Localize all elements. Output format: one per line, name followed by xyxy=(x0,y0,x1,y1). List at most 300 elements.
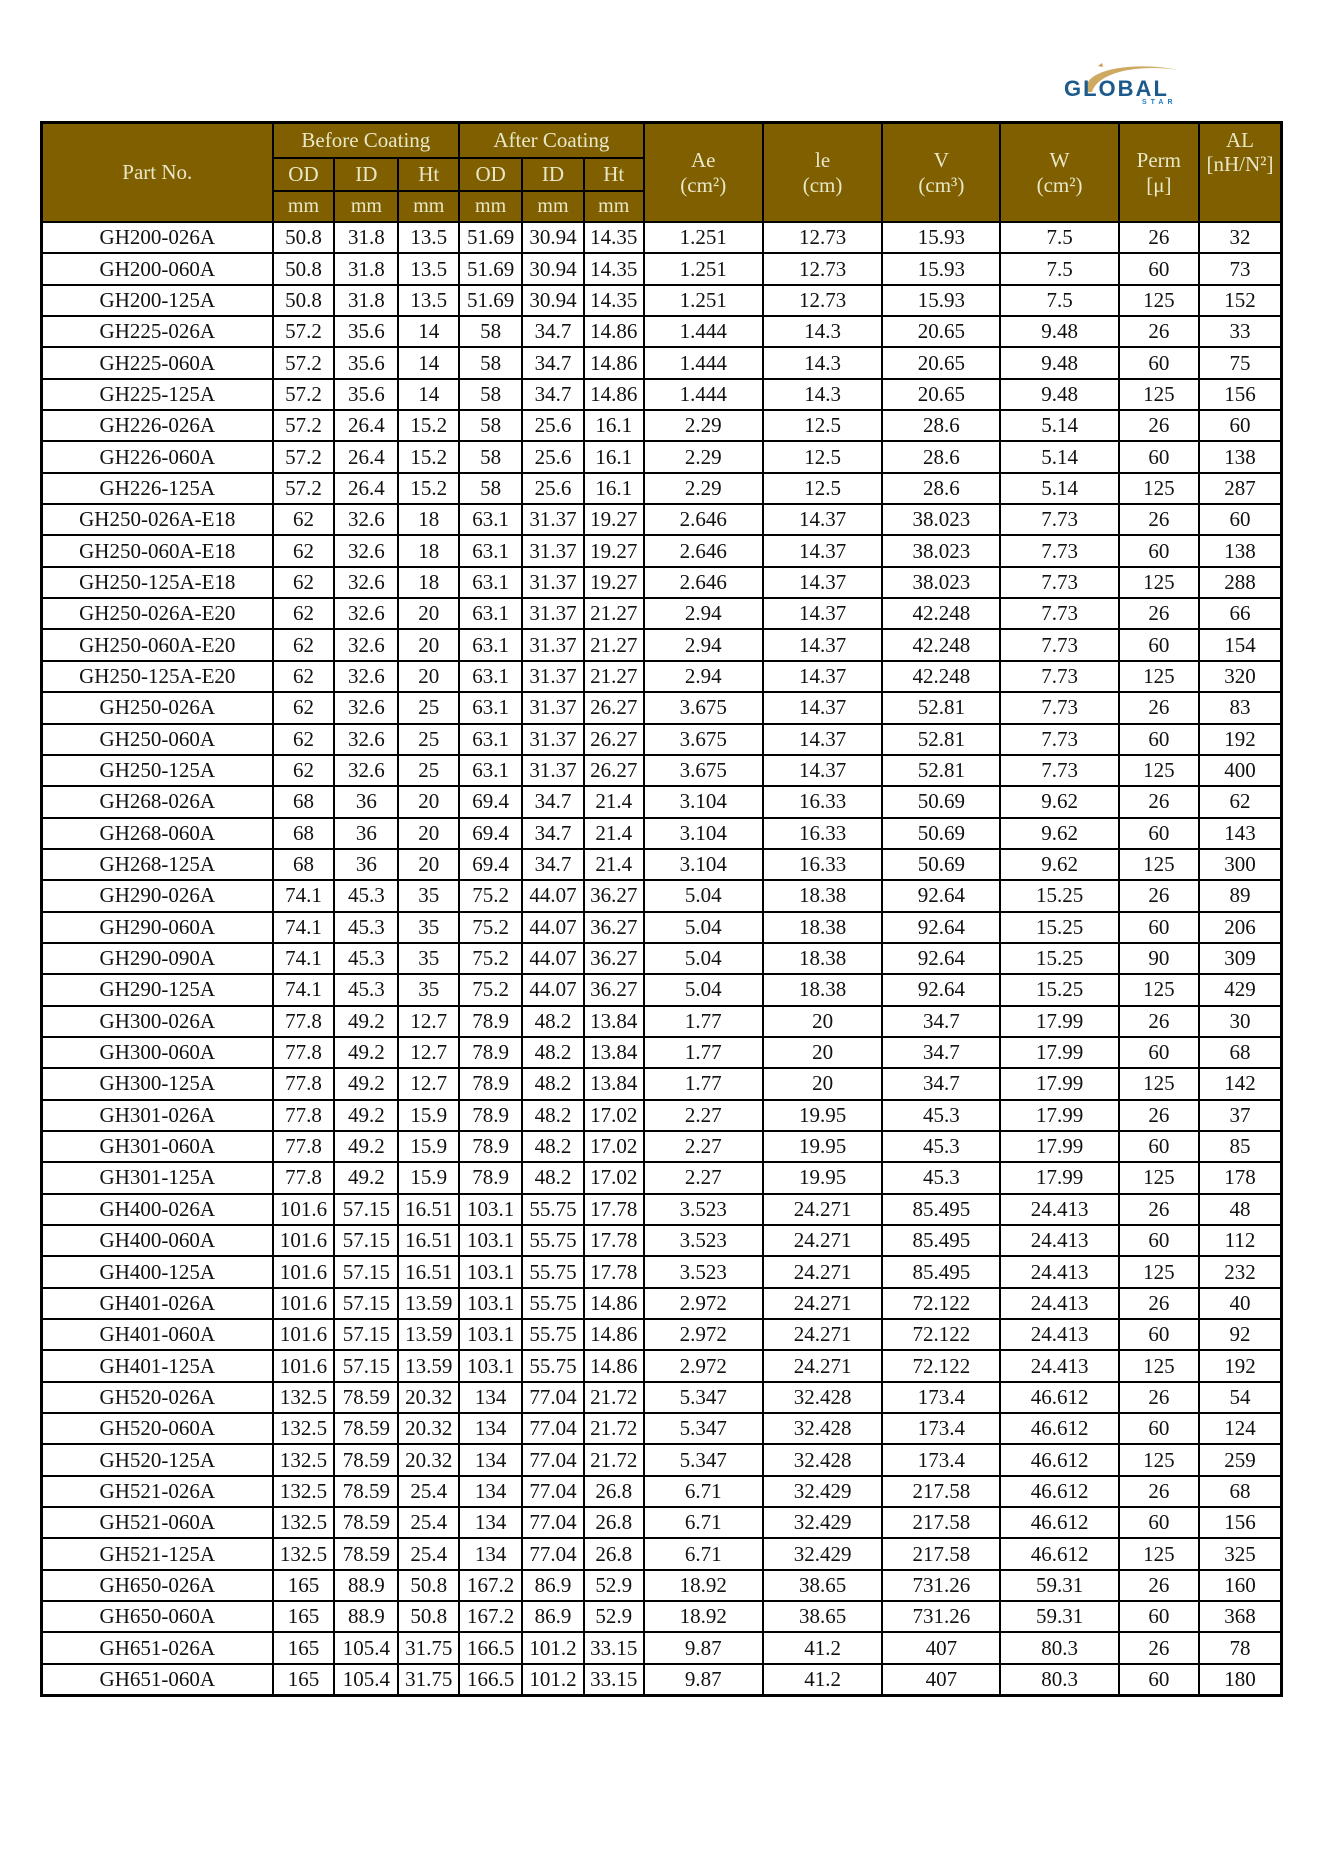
cell-before-ht: 20 xyxy=(398,661,459,692)
cell-perm: 125 xyxy=(1119,1350,1199,1381)
cell-al: 232 xyxy=(1199,1256,1282,1287)
cell-after-od: 69.4 xyxy=(459,849,522,880)
cell-after-ht: 21.72 xyxy=(584,1444,644,1475)
cell-ae: 1.251 xyxy=(644,285,763,316)
cell-w: 24.413 xyxy=(1000,1194,1118,1225)
cell-before-ht: 18 xyxy=(398,535,459,566)
cell-part-no: GH200-026A xyxy=(42,222,273,253)
table-row xyxy=(42,1068,1282,1099)
cell-w: 5.14 xyxy=(1000,441,1118,472)
cell-perm: 60 xyxy=(1119,1507,1199,1538)
cell-after-od: 134 xyxy=(459,1476,522,1507)
cell-before-id: 45.3 xyxy=(334,912,398,943)
table-header xyxy=(42,123,1282,223)
table-row xyxy=(42,410,1282,441)
cell-after-id: 31.37 xyxy=(522,598,584,629)
cell-after-od: 63.1 xyxy=(459,535,522,566)
cell-after-id: 77.04 xyxy=(522,1538,584,1569)
cell-ae: 5.04 xyxy=(644,974,763,1005)
cell-ae: 1.77 xyxy=(644,1006,763,1037)
cell-perm: 26 xyxy=(1119,692,1199,723)
cell-al: 160 xyxy=(1199,1570,1282,1601)
cell-ae: 2.972 xyxy=(644,1288,763,1319)
cell-after-id: 34.7 xyxy=(522,379,584,410)
cell-before-ht: 18 xyxy=(398,567,459,598)
cell-after-id: 34.7 xyxy=(522,849,584,880)
cell-after-od: 58 xyxy=(459,379,522,410)
cell-before-id: 32.6 xyxy=(334,755,398,786)
cell-after-ht: 26.27 xyxy=(584,724,644,755)
cell-after-ht: 16.1 xyxy=(584,441,644,472)
cell-ae: 3.104 xyxy=(644,849,763,880)
cell-before-ht: 13.5 xyxy=(398,253,459,284)
cell-after-ht: 17.78 xyxy=(584,1225,644,1256)
cell-w: 7.73 xyxy=(1000,629,1118,660)
table-row xyxy=(42,1507,1282,1538)
cell-perm: 60 xyxy=(1119,1131,1199,1162)
cell-before-ht: 20 xyxy=(398,786,459,817)
table-row xyxy=(42,1444,1282,1475)
cell-after-id: 48.2 xyxy=(522,1162,584,1193)
cell-ae: 3.523 xyxy=(644,1194,763,1225)
cell-before-od: 77.8 xyxy=(273,1131,335,1162)
cell-perm: 60 xyxy=(1119,724,1199,755)
cell-before-od: 101.6 xyxy=(273,1288,335,1319)
cell-after-id: 48.2 xyxy=(522,1131,584,1162)
cell-part-no: GH401-060A xyxy=(42,1319,273,1350)
cell-al: 138 xyxy=(1199,441,1282,472)
cell-after-ht: 52.9 xyxy=(584,1570,644,1601)
table-row xyxy=(42,786,1282,817)
cell-al: 62 xyxy=(1199,786,1282,817)
cell-ae: 18.92 xyxy=(644,1570,763,1601)
cell-after-ht: 21.4 xyxy=(584,849,644,880)
cell-after-id: 48.2 xyxy=(522,1037,584,1068)
cell-perm: 26 xyxy=(1119,1194,1199,1225)
cell-ae: 1.444 xyxy=(644,316,763,347)
cell-w: 59.31 xyxy=(1000,1570,1118,1601)
cell-v: 173.4 xyxy=(882,1382,1000,1413)
cell-before-od: 74.1 xyxy=(273,880,335,911)
cell-before-ht: 13.59 xyxy=(398,1350,459,1381)
cell-ae: 5.347 xyxy=(644,1382,763,1413)
cell-le: 32.429 xyxy=(763,1507,882,1538)
cell-after-id: 31.37 xyxy=(522,504,584,535)
table-row xyxy=(42,1319,1282,1350)
cell-after-id: 31.37 xyxy=(522,535,584,566)
cell-ae: 6.71 xyxy=(644,1538,763,1569)
cell-after-id: 55.75 xyxy=(522,1194,584,1225)
cell-ae: 2.29 xyxy=(644,410,763,441)
cell-before-od: 77.8 xyxy=(273,1037,335,1068)
cell-part-no: GH401-125A xyxy=(42,1350,273,1381)
table-row xyxy=(42,974,1282,1005)
cell-before-id: 57.15 xyxy=(334,1319,398,1350)
cell-le: 38.65 xyxy=(763,1601,882,1632)
cell-le: 16.33 xyxy=(763,786,882,817)
cell-v: 38.023 xyxy=(882,567,1000,598)
table-row xyxy=(42,1382,1282,1413)
cell-after-ht: 21.4 xyxy=(584,786,644,817)
cell-part-no: GH400-060A xyxy=(42,1225,273,1256)
cell-before-od: 57.2 xyxy=(273,316,335,347)
table-row xyxy=(42,1100,1282,1131)
cell-after-ht: 17.02 xyxy=(584,1162,644,1193)
cell-v: 34.7 xyxy=(882,1037,1000,1068)
cell-part-no: GH300-125A xyxy=(42,1068,273,1099)
cell-after-od: 69.4 xyxy=(459,818,522,849)
cell-v: 217.58 xyxy=(882,1507,1000,1538)
cell-before-od: 101.6 xyxy=(273,1319,335,1350)
cell-before-od: 57.2 xyxy=(273,473,335,504)
cell-le: 14.37 xyxy=(763,598,882,629)
cell-part-no: GH651-026A xyxy=(42,1632,273,1663)
cell-after-od: 51.69 xyxy=(459,285,522,316)
cell-al: 325 xyxy=(1199,1538,1282,1569)
cell-le: 14.3 xyxy=(763,347,882,378)
cell-after-od: 63.1 xyxy=(459,755,522,786)
cell-before-od: 165 xyxy=(273,1632,335,1663)
cell-before-id: 78.59 xyxy=(334,1476,398,1507)
cell-after-od: 63.1 xyxy=(459,567,522,598)
cell-part-no: GH650-026A xyxy=(42,1570,273,1601)
cell-le: 14.37 xyxy=(763,629,882,660)
header-after-ht: Ht xyxy=(584,158,644,191)
cell-al: 142 xyxy=(1199,1068,1282,1099)
cell-al: 300 xyxy=(1199,849,1282,880)
cell-before-ht: 15.2 xyxy=(398,473,459,504)
cell-al: 92 xyxy=(1199,1319,1282,1350)
cell-before-od: 101.6 xyxy=(273,1256,335,1287)
cell-after-ht: 21.27 xyxy=(584,661,644,692)
cell-after-ht: 14.86 xyxy=(584,1350,644,1381)
cell-w: 7.73 xyxy=(1000,567,1118,598)
cell-after-id: 77.04 xyxy=(522,1476,584,1507)
cell-perm: 125 xyxy=(1119,473,1199,504)
cell-perm: 26 xyxy=(1119,1006,1199,1037)
cell-part-no: GH250-060A xyxy=(42,724,273,755)
cell-before-od: 62 xyxy=(273,661,335,692)
cell-before-id: 57.15 xyxy=(334,1194,398,1225)
cell-before-ht: 20.32 xyxy=(398,1444,459,1475)
cell-after-id: 55.75 xyxy=(522,1256,584,1287)
cell-after-od: 103.1 xyxy=(459,1319,522,1350)
cell-w: 17.99 xyxy=(1000,1100,1118,1131)
cell-w: 5.14 xyxy=(1000,410,1118,441)
cell-le: 19.95 xyxy=(763,1162,882,1193)
cell-v: 217.58 xyxy=(882,1538,1000,1569)
cell-le: 12.5 xyxy=(763,441,882,472)
global-star-logo xyxy=(1058,62,1208,108)
cell-v: 42.248 xyxy=(882,629,1000,660)
cell-after-id: 25.6 xyxy=(522,441,584,472)
cell-before-od: 77.8 xyxy=(273,1006,335,1037)
cell-perm: 26 xyxy=(1119,598,1199,629)
cell-before-id: 35.6 xyxy=(334,379,398,410)
cell-before-od: 62 xyxy=(273,535,335,566)
cell-ae: 6.71 xyxy=(644,1507,763,1538)
cell-perm: 60 xyxy=(1119,253,1199,284)
table-row xyxy=(42,1601,1282,1632)
table-row xyxy=(42,347,1282,378)
cell-al: 400 xyxy=(1199,755,1282,786)
header-after-od: OD xyxy=(459,158,522,191)
header-part-no: Part No. xyxy=(42,123,273,223)
cell-perm: 60 xyxy=(1119,1413,1199,1444)
cell-part-no: GH521-125A xyxy=(42,1538,273,1569)
cell-le: 18.38 xyxy=(763,912,882,943)
cell-perm: 60 xyxy=(1119,629,1199,660)
cell-before-ht: 35 xyxy=(398,974,459,1005)
cell-v: 42.248 xyxy=(882,598,1000,629)
cell-al: 40 xyxy=(1199,1288,1282,1319)
cell-before-od: 57.2 xyxy=(273,379,335,410)
cell-w: 17.99 xyxy=(1000,1037,1118,1068)
cell-v: 45.3 xyxy=(882,1131,1000,1162)
cell-before-id: 35.6 xyxy=(334,347,398,378)
cell-ae: 3.523 xyxy=(644,1225,763,1256)
cell-perm: 125 xyxy=(1119,285,1199,316)
cell-w: 17.99 xyxy=(1000,1068,1118,1099)
cell-perm: 60 xyxy=(1119,818,1199,849)
cell-al: 206 xyxy=(1199,912,1282,943)
cell-before-id: 45.3 xyxy=(334,943,398,974)
cell-part-no: GH400-125A xyxy=(42,1256,273,1287)
cell-w: 17.99 xyxy=(1000,1162,1118,1193)
cell-perm: 60 xyxy=(1119,1601,1199,1632)
cell-v: 217.58 xyxy=(882,1476,1000,1507)
cell-after-od: 166.5 xyxy=(459,1664,522,1696)
cell-w: 46.612 xyxy=(1000,1507,1118,1538)
cell-v: 407 xyxy=(882,1632,1000,1663)
cell-perm: 60 xyxy=(1119,441,1199,472)
cell-al: 178 xyxy=(1199,1162,1282,1193)
cell-after-ht: 17.78 xyxy=(584,1194,644,1225)
cell-after-od: 78.9 xyxy=(459,1162,522,1193)
cell-after-ht: 14.35 xyxy=(584,253,644,284)
cell-after-id: 48.2 xyxy=(522,1100,584,1131)
cell-v: 28.6 xyxy=(882,410,1000,441)
cell-before-ht: 18 xyxy=(398,504,459,535)
cell-before-id: 26.4 xyxy=(334,473,398,504)
cell-before-ht: 12.7 xyxy=(398,1068,459,1099)
cell-after-id: 86.9 xyxy=(522,1601,584,1632)
cell-part-no: GH290-026A xyxy=(42,880,273,911)
cell-le: 12.73 xyxy=(763,222,882,253)
table-row xyxy=(42,598,1282,629)
cell-after-id: 31.37 xyxy=(522,755,584,786)
cell-le: 32.428 xyxy=(763,1413,882,1444)
cell-w: 17.99 xyxy=(1000,1131,1118,1162)
cell-w: 80.3 xyxy=(1000,1632,1118,1663)
cell-v: 15.93 xyxy=(882,222,1000,253)
cell-le: 24.271 xyxy=(763,1225,882,1256)
cell-after-od: 166.5 xyxy=(459,1632,522,1663)
cell-before-id: 57.15 xyxy=(334,1256,398,1287)
cell-part-no: GH226-026A xyxy=(42,410,273,441)
header-after-id: ID xyxy=(522,158,584,191)
cell-ae: 5.347 xyxy=(644,1413,763,1444)
cell-w: 15.25 xyxy=(1000,974,1118,1005)
cell-perm: 125 xyxy=(1119,849,1199,880)
cell-before-od: 68 xyxy=(273,786,335,817)
cell-perm: 60 xyxy=(1119,347,1199,378)
cell-part-no: GH301-125A xyxy=(42,1162,273,1193)
cell-v: 173.4 xyxy=(882,1444,1000,1475)
cell-le: 32.429 xyxy=(763,1538,882,1569)
cell-after-ht: 14.86 xyxy=(584,379,644,410)
cell-after-id: 77.04 xyxy=(522,1413,584,1444)
cell-al: 124 xyxy=(1199,1413,1282,1444)
cell-ae: 3.104 xyxy=(644,786,763,817)
cell-before-id: 49.2 xyxy=(334,1037,398,1068)
cell-perm: 26 xyxy=(1119,1100,1199,1131)
table-row xyxy=(42,661,1282,692)
table-row xyxy=(42,504,1282,535)
cell-before-ht: 50.8 xyxy=(398,1570,459,1601)
cell-al: 112 xyxy=(1199,1225,1282,1256)
cell-after-ht: 17.78 xyxy=(584,1256,644,1287)
cell-after-ht: 33.15 xyxy=(584,1632,644,1663)
cell-w: 24.413 xyxy=(1000,1350,1118,1381)
cell-w: 9.48 xyxy=(1000,379,1118,410)
cell-al: 32 xyxy=(1199,222,1282,253)
header-perm: Perm [μ] xyxy=(1119,123,1199,223)
cell-after-od: 78.9 xyxy=(459,1131,522,1162)
header-before-ht: Ht xyxy=(398,158,459,191)
cell-after-od: 63.1 xyxy=(459,598,522,629)
cell-w: 9.48 xyxy=(1000,316,1118,347)
cell-after-id: 101.2 xyxy=(522,1632,584,1663)
cell-after-id: 31.37 xyxy=(522,661,584,692)
cell-w: 7.73 xyxy=(1000,692,1118,723)
cell-part-no: GH400-026A xyxy=(42,1194,273,1225)
cell-after-ht: 14.86 xyxy=(584,1288,644,1319)
cell-after-od: 58 xyxy=(459,473,522,504)
cell-after-ht: 36.27 xyxy=(584,912,644,943)
cell-al: 287 xyxy=(1199,473,1282,504)
cell-al: 78 xyxy=(1199,1632,1282,1663)
cell-before-od: 50.8 xyxy=(273,285,335,316)
cell-al: 83 xyxy=(1199,692,1282,723)
cell-ae: 1.77 xyxy=(644,1037,763,1068)
cell-perm: 26 xyxy=(1119,1570,1199,1601)
cell-before-ht: 13.59 xyxy=(398,1288,459,1319)
cell-after-ht: 52.9 xyxy=(584,1601,644,1632)
table-row xyxy=(42,1476,1282,1507)
cell-before-ht: 25.4 xyxy=(398,1476,459,1507)
cell-v: 92.64 xyxy=(882,912,1000,943)
cell-after-od: 78.9 xyxy=(459,1068,522,1099)
cell-part-no: GH520-060A xyxy=(42,1413,273,1444)
cell-w: 24.413 xyxy=(1000,1288,1118,1319)
cell-before-ht: 35 xyxy=(398,943,459,974)
cell-le: 24.271 xyxy=(763,1319,882,1350)
cell-before-ht: 13.5 xyxy=(398,222,459,253)
cell-before-ht: 35 xyxy=(398,912,459,943)
cell-v: 72.122 xyxy=(882,1350,1000,1381)
cell-before-od: 132.5 xyxy=(273,1444,335,1475)
cell-before-od: 101.6 xyxy=(273,1225,335,1256)
cell-le: 20 xyxy=(763,1006,882,1037)
cell-before-ht: 15.2 xyxy=(398,410,459,441)
cell-v: 45.3 xyxy=(882,1162,1000,1193)
cell-after-ht: 14.35 xyxy=(584,222,644,253)
cell-before-od: 74.1 xyxy=(273,912,335,943)
cell-v: 20.65 xyxy=(882,379,1000,410)
cell-v: 52.81 xyxy=(882,755,1000,786)
cell-before-od: 62 xyxy=(273,567,335,598)
cell-le: 41.2 xyxy=(763,1664,882,1696)
cell-after-ht: 19.27 xyxy=(584,504,644,535)
cell-perm: 125 xyxy=(1119,755,1199,786)
cell-after-id: 44.07 xyxy=(522,912,584,943)
cell-ae: 1.251 xyxy=(644,222,763,253)
cell-al: 143 xyxy=(1199,818,1282,849)
cell-w: 7.73 xyxy=(1000,535,1118,566)
cell-before-od: 77.8 xyxy=(273,1162,335,1193)
cell-before-od: 50.8 xyxy=(273,222,335,253)
cell-w: 15.25 xyxy=(1000,880,1118,911)
cell-before-id: 57.15 xyxy=(334,1225,398,1256)
cell-after-id: 77.04 xyxy=(522,1507,584,1538)
cell-ae: 2.646 xyxy=(644,567,763,598)
table-row xyxy=(42,692,1282,723)
cell-after-id: 48.2 xyxy=(522,1068,584,1099)
cell-v: 42.248 xyxy=(882,661,1000,692)
cell-after-id: 77.04 xyxy=(522,1444,584,1475)
cell-before-od: 132.5 xyxy=(273,1507,335,1538)
cell-w: 9.62 xyxy=(1000,786,1118,817)
cell-after-ht: 14.35 xyxy=(584,285,644,316)
cell-before-ht: 15.2 xyxy=(398,441,459,472)
header-unit: mm xyxy=(273,191,335,222)
cell-al: 68 xyxy=(1199,1476,1282,1507)
cell-v: 34.7 xyxy=(882,1006,1000,1037)
cell-al: 320 xyxy=(1199,661,1282,692)
cell-part-no: GH250-060A-E18 xyxy=(42,535,273,566)
cell-after-ht: 26.8 xyxy=(584,1507,644,1538)
table-row xyxy=(42,1225,1282,1256)
table-row xyxy=(42,567,1282,598)
cell-w: 7.73 xyxy=(1000,598,1118,629)
cell-v: 50.69 xyxy=(882,786,1000,817)
table-row xyxy=(42,253,1282,284)
cell-v: 173.4 xyxy=(882,1413,1000,1444)
cell-after-ht: 16.1 xyxy=(584,473,644,504)
cell-perm: 60 xyxy=(1119,912,1199,943)
cell-w: 17.99 xyxy=(1000,1006,1118,1037)
cell-part-no: GH250-125A xyxy=(42,755,273,786)
cell-ae: 2.972 xyxy=(644,1350,763,1381)
table-row xyxy=(42,818,1282,849)
cell-after-od: 58 xyxy=(459,316,522,347)
cell-after-id: 44.07 xyxy=(522,880,584,911)
cell-v: 731.26 xyxy=(882,1570,1000,1601)
cell-w: 9.62 xyxy=(1000,849,1118,880)
cell-after-id: 34.7 xyxy=(522,347,584,378)
cell-v: 72.122 xyxy=(882,1319,1000,1350)
cell-part-no: GH268-125A xyxy=(42,849,273,880)
cell-before-od: 165 xyxy=(273,1570,335,1601)
cell-before-ht: 15.9 xyxy=(398,1100,459,1131)
cell-v: 20.65 xyxy=(882,347,1000,378)
table-row xyxy=(42,1632,1282,1663)
cell-part-no: GH250-026A-E20 xyxy=(42,598,273,629)
cell-before-ht: 14 xyxy=(398,347,459,378)
cell-le: 20 xyxy=(763,1037,882,1068)
cell-after-id: 48.2 xyxy=(522,1006,584,1037)
